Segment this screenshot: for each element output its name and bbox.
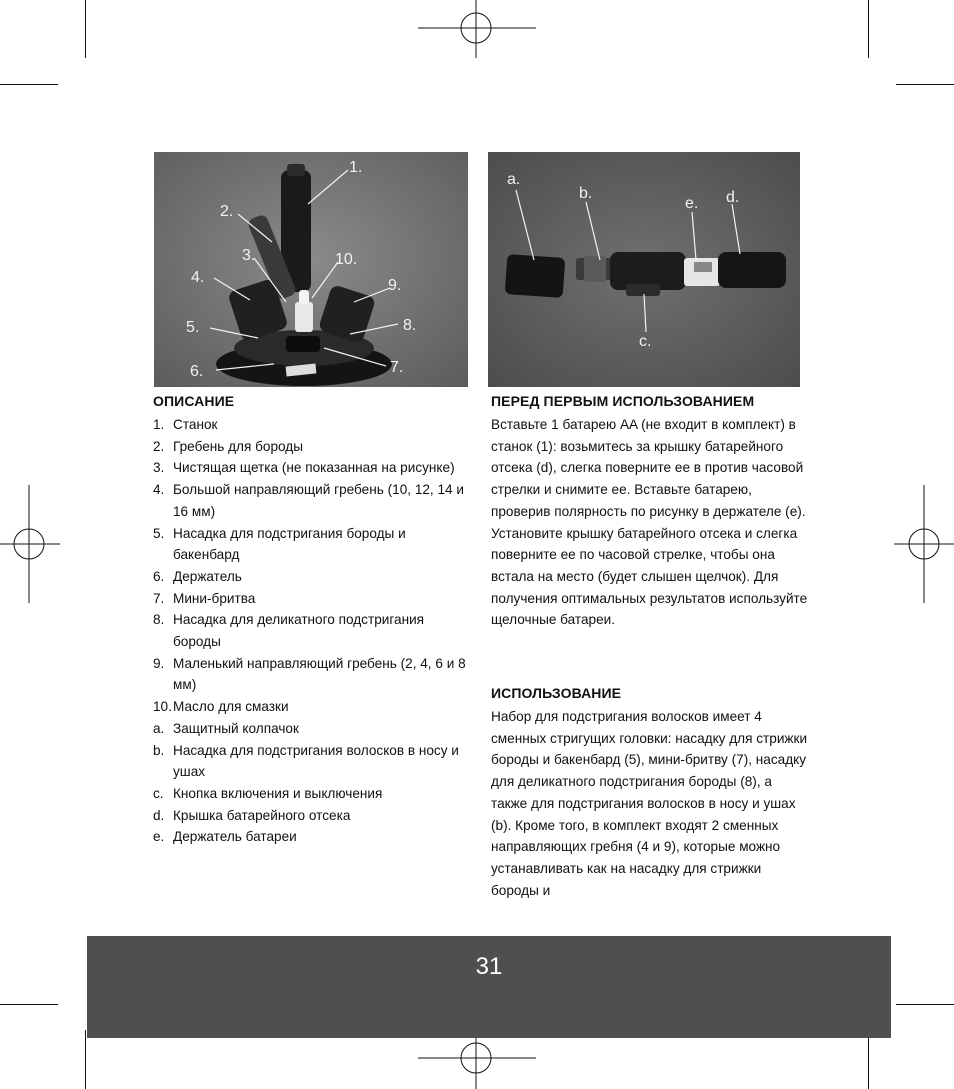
item-text: Кнопка включения и выключения	[173, 785, 383, 801]
list-item	[153, 609, 468, 652]
registration-mark-left	[0, 485, 60, 603]
item-text: Насадка для деликатного подстригания бороды	[173, 612, 425, 650]
list-item	[153, 479, 468, 522]
item-number: e.	[153, 829, 165, 845]
parts-list	[153, 414, 468, 848]
item-text: Большой направляющий гребень (10, 12, 14 и 16 мм)	[173, 482, 464, 519]
callout-label: 9.	[388, 277, 402, 294]
usage-heading: ИСПОЛЬЗОВАНИЕ	[491, 685, 622, 701]
item-text: Насадка для подстригания бороды и бакенбард	[173, 525, 406, 563]
item-text: Держатель батареи	[173, 829, 297, 845]
trimmer-set-photo	[154, 152, 468, 387]
crop-mark	[896, 84, 954, 85]
item-text: Станок	[173, 417, 218, 432]
item-number: c.	[153, 785, 164, 801]
description-heading: ОПИСАНИЕ	[153, 393, 235, 409]
list-item	[153, 414, 468, 436]
callout-label: 3.	[242, 247, 256, 264]
callout-label: 2.	[220, 203, 234, 220]
item-text: Мини-бритва	[173, 590, 256, 606]
item-number: b.	[153, 742, 165, 758]
item-number: 1.	[153, 417, 165, 432]
crop-mark	[0, 1004, 58, 1005]
callout-label: 7.	[390, 359, 404, 376]
usage-text: Набор для подстригания волосков имеет 4 сменных стригущих головки: насадку для стрижки бороды и бакенбард (5), мини-бритву (7), насадку для деликатного подстригания бороды (8), а также для подстригания волосков в носу и ушах (b). Кроме того, в комплект входят 2 сменных направляющих гребня (4 и 9), которые можно устанавливать как на насадку для стрижки бороды и	[491, 709, 808, 898]
crop-mark	[85, 0, 86, 58]
list-item	[153, 718, 468, 740]
item-number: 3.	[153, 460, 165, 476]
before-first-use-text: Вставьте 1 батарею AA (не входит в комплект) в станок (1): возьмитесь за крышку батарейного отсека (d), слегка поверните ее в против часовой стрелки и снимите ее. Вставьте батарею, проверив полярность по рисунку в держателе (e). Установите крышку батарейного отсека и слегка поверните ее по часовой стрелке, чтобы она встала на место (будет слышен щелчок). Для получения оптимальных результатов используйте щелочные батареи.	[491, 417, 808, 628]
item-text: Масло для смазки	[173, 699, 289, 715]
item-number: 4.	[153, 482, 165, 498]
callout-label: a.	[507, 171, 521, 188]
item-number: 9.	[153, 655, 165, 671]
crop-mark	[868, 1030, 869, 1089]
callout-label: 8.	[403, 317, 417, 334]
callout-label: c.	[639, 333, 652, 350]
item-number: 10.	[153, 699, 172, 715]
crop-mark	[896, 1004, 954, 1005]
list-item	[153, 523, 468, 566]
list-item	[153, 805, 468, 827]
callout-label: 4.	[191, 269, 205, 286]
item-number: 7.	[153, 590, 165, 606]
item-text: Маленький направляющий гребень (2, 4, 6 и 8 мм)	[173, 655, 466, 693]
callout-label: b.	[579, 185, 593, 202]
list-item	[153, 783, 468, 805]
item-text: Гребень для бороды	[173, 438, 303, 454]
item-number: d.	[153, 807, 165, 823]
list-item	[153, 653, 468, 696]
trimmer-parts-photo	[488, 152, 800, 387]
crop-mark	[868, 0, 869, 58]
item-text: Держатель	[173, 568, 242, 584]
item-text: Насадка для подстригания волосков в носу и ушах	[173, 742, 459, 780]
item-number: 8.	[153, 612, 165, 628]
registration-mark-bottom	[418, 1030, 536, 1089]
before-first-use-heading: ПЕРЕД ПЕРВЫМ ИСПОЛЬЗОВАНИЕМ	[491, 393, 755, 409]
crop-mark	[85, 1030, 86, 1089]
registration-mark-top	[418, 0, 536, 60]
callout-label: 6.	[190, 363, 204, 380]
item-text: Защитный колпачок	[173, 720, 299, 736]
item-number: 2.	[153, 438, 165, 454]
list-item	[153, 740, 468, 783]
callout-label: d.	[726, 189, 740, 206]
callout-label: 10.	[335, 251, 358, 268]
item-text: Крышка батарейного отсека	[173, 807, 351, 823]
callout-label: 5.	[186, 319, 200, 336]
item-number: 5.	[153, 525, 165, 541]
list-item	[153, 826, 468, 848]
list-item	[153, 566, 468, 588]
item-number: a.	[153, 720, 165, 736]
registration-mark-right	[894, 485, 954, 603]
list-item	[153, 588, 468, 610]
page-number: 31	[475, 953, 503, 980]
callout-label: 1.	[349, 159, 363, 176]
list-item	[153, 436, 468, 458]
list-item	[153, 457, 468, 479]
item-number: 6.	[153, 568, 165, 584]
list-item	[153, 696, 468, 718]
callout-label: e.	[685, 195, 699, 212]
crop-mark	[0, 84, 58, 85]
footer-band	[87, 936, 891, 1038]
item-text: Чистящая щетка (не показанная на рисунке)	[173, 460, 455, 476]
